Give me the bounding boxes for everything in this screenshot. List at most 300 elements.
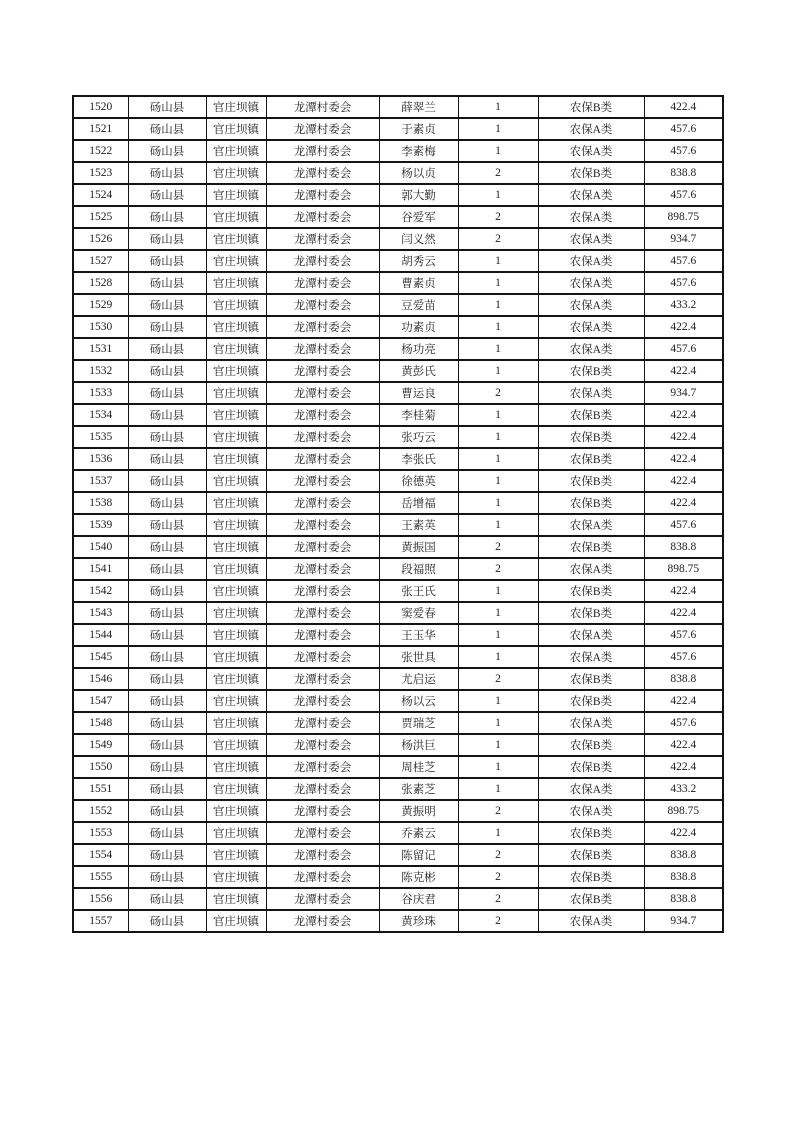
cell-amount: 422.4: [644, 756, 723, 778]
cell-person-count: 2: [458, 800, 538, 822]
table-row: [73, 96, 723, 118]
cell-amount: 838.8: [644, 162, 723, 184]
cell-insurance-category: 农保B类: [538, 360, 644, 382]
cell-person-count: 2: [458, 668, 538, 690]
cell-insurance-category: 农保A类: [538, 140, 644, 162]
cell-county: 砀山县: [128, 690, 206, 712]
cell-amount: 457.6: [644, 250, 723, 272]
cell-village: 龙潭村委会: [266, 910, 379, 932]
cell-town: 官庄坝镇: [206, 822, 266, 844]
cell-town: 官庄坝镇: [206, 228, 266, 250]
cell-person-name: 王素英: [379, 514, 458, 536]
cell-row-number: 1525: [73, 206, 128, 228]
cell-row-number: 1536: [73, 448, 128, 470]
cell-county: 砀山县: [128, 800, 206, 822]
table-row: [73, 382, 723, 404]
cell-insurance-category: 农保A类: [538, 712, 644, 734]
cell-person-count: 2: [458, 888, 538, 910]
cell-amount: 457.6: [644, 140, 723, 162]
cell-town: 官庄坝镇: [206, 206, 266, 228]
cell-person-name: 张巧云: [379, 426, 458, 448]
cell-county: 砀山县: [128, 118, 206, 140]
cell-town: 官庄坝镇: [206, 96, 266, 118]
cell-row-number: 1554: [73, 844, 128, 866]
cell-town: 官庄坝镇: [206, 866, 266, 888]
cell-village: 龙潭村委会: [266, 778, 379, 800]
cell-town: 官庄坝镇: [206, 580, 266, 602]
cell-county: 砀山县: [128, 492, 206, 514]
cell-person-count: 1: [458, 602, 538, 624]
cell-town: 官庄坝镇: [206, 162, 266, 184]
cell-county: 砀山县: [128, 844, 206, 866]
cell-county: 砀山县: [128, 668, 206, 690]
cell-county: 砀山县: [128, 404, 206, 426]
cell-person-count: 1: [458, 250, 538, 272]
cell-village: 龙潭村委会: [266, 404, 379, 426]
cell-person-name: 杨洪巨: [379, 734, 458, 756]
cell-person-count: 1: [458, 778, 538, 800]
cell-insurance-category: 农保A类: [538, 624, 644, 646]
cell-amount: 422.4: [644, 734, 723, 756]
cell-row-number: 1530: [73, 316, 128, 338]
cell-person-count: 1: [458, 822, 538, 844]
cell-amount: 838.8: [644, 844, 723, 866]
cell-town: 官庄坝镇: [206, 448, 266, 470]
cell-village: 龙潭村委会: [266, 206, 379, 228]
cell-person-count: 1: [458, 624, 538, 646]
cell-amount: 457.6: [644, 272, 723, 294]
cell-county: 砀山县: [128, 206, 206, 228]
cell-insurance-category: 农保B类: [538, 162, 644, 184]
cell-village: 龙潭村委会: [266, 316, 379, 338]
table-row: [73, 822, 723, 844]
cell-village: 龙潭村委会: [266, 162, 379, 184]
cell-person-name: 张王氏: [379, 580, 458, 602]
table-row: [73, 536, 723, 558]
cell-village: 龙潭村委会: [266, 382, 379, 404]
cell-county: 砀山县: [128, 910, 206, 932]
cell-insurance-category: 农保B类: [538, 690, 644, 712]
cell-village: 龙潭村委会: [266, 338, 379, 360]
cell-village: 龙潭村委会: [266, 272, 379, 294]
table-row: [73, 712, 723, 734]
cell-county: 砀山县: [128, 316, 206, 338]
cell-person-count: 1: [458, 426, 538, 448]
cell-village: 龙潭村委会: [266, 734, 379, 756]
cell-town: 官庄坝镇: [206, 646, 266, 668]
cell-row-number: 1552: [73, 800, 128, 822]
cell-village: 龙潭村委会: [266, 360, 379, 382]
cell-insurance-category: 农保A类: [538, 294, 644, 316]
cell-person-name: 薛翠兰: [379, 96, 458, 118]
cell-county: 砀山县: [128, 536, 206, 558]
cell-village: 龙潭村委会: [266, 756, 379, 778]
cell-person-name: 尤启运: [379, 668, 458, 690]
cell-row-number: 1531: [73, 338, 128, 360]
cell-insurance-category: 农保B类: [538, 756, 644, 778]
cell-county: 砀山县: [128, 646, 206, 668]
cell-amount: 838.8: [644, 668, 723, 690]
cell-row-number: 1541: [73, 558, 128, 580]
cell-village: 龙潭村委会: [266, 888, 379, 910]
cell-row-number: 1527: [73, 250, 128, 272]
cell-row-number: 1532: [73, 360, 128, 382]
cell-town: 官庄坝镇: [206, 756, 266, 778]
cell-insurance-category: 农保B类: [538, 470, 644, 492]
table-row: [73, 492, 723, 514]
cell-town: 官庄坝镇: [206, 382, 266, 404]
cell-county: 砀山县: [128, 448, 206, 470]
table-row: [73, 602, 723, 624]
table-row: [73, 184, 723, 206]
cell-amount: 838.8: [644, 536, 723, 558]
cell-person-name: 杨功亮: [379, 338, 458, 360]
cell-person-name: 曹素贞: [379, 272, 458, 294]
cell-person-count: 1: [458, 690, 538, 712]
cell-amount: 457.6: [644, 184, 723, 206]
cell-county: 砀山县: [128, 602, 206, 624]
cell-town: 官庄坝镇: [206, 734, 266, 756]
cell-person-count: 1: [458, 404, 538, 426]
cell-row-number: 1538: [73, 492, 128, 514]
cell-person-name: 张世具: [379, 646, 458, 668]
cell-town: 官庄坝镇: [206, 360, 266, 382]
cell-county: 砀山县: [128, 140, 206, 162]
cell-row-number: 1540: [73, 536, 128, 558]
cell-row-number: 1543: [73, 602, 128, 624]
cell-row-number: 1524: [73, 184, 128, 206]
cell-person-count: 1: [458, 118, 538, 140]
cell-amount: 422.4: [644, 316, 723, 338]
cell-insurance-category: 农保B类: [538, 404, 644, 426]
cell-county: 砀山县: [128, 294, 206, 316]
cell-county: 砀山县: [128, 162, 206, 184]
cell-amount: 422.4: [644, 360, 723, 382]
cell-county: 砀山县: [128, 822, 206, 844]
table-row: [73, 866, 723, 888]
cell-amount: 422.4: [644, 96, 723, 118]
cell-person-name: 郭大勤: [379, 184, 458, 206]
cell-county: 砀山县: [128, 184, 206, 206]
cell-amount: 422.4: [644, 470, 723, 492]
cell-amount: 898.75: [644, 206, 723, 228]
cell-person-name: 黄振明: [379, 800, 458, 822]
cell-village: 龙潭村委会: [266, 558, 379, 580]
cell-insurance-category: 农保B类: [538, 426, 644, 448]
cell-county: 砀山县: [128, 382, 206, 404]
cell-person-count: 1: [458, 734, 538, 756]
cell-county: 砀山县: [128, 96, 206, 118]
cell-village: 龙潭村委会: [266, 470, 379, 492]
cell-town: 官庄坝镇: [206, 800, 266, 822]
cell-village: 龙潭村委会: [266, 118, 379, 140]
cell-amount: 457.6: [644, 514, 723, 536]
cell-person-name: 黄珍珠: [379, 910, 458, 932]
cell-row-number: 1546: [73, 668, 128, 690]
cell-person-name: 岳增福: [379, 492, 458, 514]
cell-insurance-category: 农保A类: [538, 646, 644, 668]
cell-village: 龙潭村委会: [266, 96, 379, 118]
cell-village: 龙潭村委会: [266, 294, 379, 316]
table-row: [73, 624, 723, 646]
cell-village: 龙潭村委会: [266, 580, 379, 602]
cell-town: 官庄坝镇: [206, 426, 266, 448]
cell-county: 砀山县: [128, 558, 206, 580]
cell-person-count: 1: [458, 140, 538, 162]
cell-person-name: 胡秀云: [379, 250, 458, 272]
cell-person-name: 闫义然: [379, 228, 458, 250]
table-row: [73, 734, 723, 756]
cell-insurance-category: 农保A类: [538, 184, 644, 206]
cell-amount: 898.75: [644, 558, 723, 580]
cell-person-name: 李素梅: [379, 140, 458, 162]
cell-person-count: 2: [458, 866, 538, 888]
cell-amount: 838.8: [644, 866, 723, 888]
table-row: [73, 118, 723, 140]
cell-insurance-category: 农保B类: [538, 888, 644, 910]
cell-insurance-category: 农保B类: [538, 536, 644, 558]
cell-person-count: 1: [458, 470, 538, 492]
cell-insurance-category: 农保A类: [538, 558, 644, 580]
cell-insurance-category: 农保A类: [538, 206, 644, 228]
cell-amount: 422.4: [644, 426, 723, 448]
cell-county: 砀山县: [128, 712, 206, 734]
cell-person-name: 贾瑞芝: [379, 712, 458, 734]
cell-row-number: 1555: [73, 866, 128, 888]
cell-person-count: 2: [458, 844, 538, 866]
cell-town: 官庄坝镇: [206, 514, 266, 536]
cell-village: 龙潭村委会: [266, 448, 379, 470]
cell-insurance-category: 农保A类: [538, 338, 644, 360]
cell-row-number: 1533: [73, 382, 128, 404]
cell-row-number: 1526: [73, 228, 128, 250]
cell-row-number: 1547: [73, 690, 128, 712]
cell-row-number: 1528: [73, 272, 128, 294]
cell-village: 龙潭村委会: [266, 712, 379, 734]
table-row: [73, 404, 723, 426]
cell-town: 官庄坝镇: [206, 888, 266, 910]
cell-row-number: 1551: [73, 778, 128, 800]
cell-amount: 934.7: [644, 910, 723, 932]
cell-town: 官庄坝镇: [206, 602, 266, 624]
records-table-body: [73, 96, 723, 932]
cell-amount: 422.4: [644, 822, 723, 844]
cell-town: 官庄坝镇: [206, 778, 266, 800]
cell-person-count: 1: [458, 514, 538, 536]
table-row: [73, 580, 723, 602]
cell-person-count: 1: [458, 294, 538, 316]
cell-village: 龙潭村委会: [266, 250, 379, 272]
cell-person-name: 徐德英: [379, 470, 458, 492]
cell-amount: 433.2: [644, 778, 723, 800]
cell-county: 砀山县: [128, 756, 206, 778]
cell-amount: 838.8: [644, 888, 723, 910]
cell-village: 龙潭村委会: [266, 624, 379, 646]
cell-county: 砀山县: [128, 426, 206, 448]
cell-county: 砀山县: [128, 228, 206, 250]
cell-amount: 433.2: [644, 294, 723, 316]
cell-row-number: 1523: [73, 162, 128, 184]
table-row: [73, 316, 723, 338]
cell-row-number: 1548: [73, 712, 128, 734]
cell-town: 官庄坝镇: [206, 690, 266, 712]
cell-row-number: 1542: [73, 580, 128, 602]
cell-person-name: 李桂菊: [379, 404, 458, 426]
cell-row-number: 1553: [73, 822, 128, 844]
cell-village: 龙潭村委会: [266, 228, 379, 250]
cell-insurance-category: 农保A类: [538, 382, 644, 404]
cell-amount: 422.4: [644, 690, 723, 712]
cell-insurance-category: 农保B类: [538, 844, 644, 866]
table-row: [73, 162, 723, 184]
cell-person-name: 谷庆君: [379, 888, 458, 910]
cell-town: 官庄坝镇: [206, 668, 266, 690]
cell-town: 官庄坝镇: [206, 492, 266, 514]
cell-row-number: 1545: [73, 646, 128, 668]
table-row: [73, 558, 723, 580]
cell-village: 龙潭村委会: [266, 514, 379, 536]
cell-county: 砀山县: [128, 580, 206, 602]
cell-person-count: 1: [458, 492, 538, 514]
cell-person-name: 窦爱春: [379, 602, 458, 624]
cell-person-count: 1: [458, 756, 538, 778]
cell-row-number: 1539: [73, 514, 128, 536]
cell-row-number: 1534: [73, 404, 128, 426]
cell-town: 官庄坝镇: [206, 470, 266, 492]
cell-row-number: 1520: [73, 96, 128, 118]
cell-person-name: 王玉华: [379, 624, 458, 646]
cell-insurance-category: 农保A类: [538, 118, 644, 140]
cell-village: 龙潭村委会: [266, 866, 379, 888]
cell-row-number: 1550: [73, 756, 128, 778]
cell-amount: 934.7: [644, 228, 723, 250]
cell-person-name: 段福照: [379, 558, 458, 580]
cell-person-count: 1: [458, 338, 538, 360]
cell-person-name: 豆爱苗: [379, 294, 458, 316]
cell-insurance-category: 农保B类: [538, 822, 644, 844]
cell-village: 龙潭村委会: [266, 536, 379, 558]
cell-insurance-category: 农保A类: [538, 910, 644, 932]
cell-insurance-category: 农保B类: [538, 492, 644, 514]
cell-row-number: 1535: [73, 426, 128, 448]
cell-person-name: 李张氏: [379, 448, 458, 470]
cell-person-name: 陈留记: [379, 844, 458, 866]
cell-amount: 422.4: [644, 602, 723, 624]
cell-row-number: 1537: [73, 470, 128, 492]
cell-insurance-category: 农保B类: [538, 96, 644, 118]
cell-amount: 457.6: [644, 118, 723, 140]
table-row: [73, 646, 723, 668]
cell-village: 龙潭村委会: [266, 844, 379, 866]
cell-village: 龙潭村委会: [266, 646, 379, 668]
cell-amount: 898.75: [644, 800, 723, 822]
cell-town: 官庄坝镇: [206, 140, 266, 162]
cell-person-count: 2: [458, 910, 538, 932]
table-row: [73, 844, 723, 866]
table-row: [73, 778, 723, 800]
cell-person-count: 2: [458, 382, 538, 404]
cell-village: 龙潭村委会: [266, 184, 379, 206]
cell-village: 龙潭村委会: [266, 426, 379, 448]
cell-person-count: 2: [458, 558, 538, 580]
cell-town: 官庄坝镇: [206, 294, 266, 316]
cell-town: 官庄坝镇: [206, 536, 266, 558]
cell-town: 官庄坝镇: [206, 118, 266, 140]
cell-row-number: 1557: [73, 910, 128, 932]
cell-county: 砀山县: [128, 338, 206, 360]
cell-insurance-category: 农保A类: [538, 778, 644, 800]
cell-amount: 457.6: [644, 712, 723, 734]
cell-insurance-category: 农保B类: [538, 602, 644, 624]
table-row: [73, 470, 723, 492]
cell-town: 官庄坝镇: [206, 844, 266, 866]
cell-person-count: 2: [458, 206, 538, 228]
cell-county: 砀山县: [128, 624, 206, 646]
cell-county: 砀山县: [128, 734, 206, 756]
table-row: [73, 800, 723, 822]
cell-insurance-category: 农保B类: [538, 866, 644, 888]
cell-county: 砀山县: [128, 272, 206, 294]
cell-person-count: 1: [458, 646, 538, 668]
cell-person-name: 周桂芝: [379, 756, 458, 778]
table-row: [73, 910, 723, 932]
cell-town: 官庄坝镇: [206, 712, 266, 734]
cell-insurance-category: 农保B类: [538, 448, 644, 470]
cell-row-number: 1529: [73, 294, 128, 316]
cell-person-name: 乔素云: [379, 822, 458, 844]
table-row: [73, 294, 723, 316]
table-row: [73, 514, 723, 536]
cell-amount: 457.6: [644, 646, 723, 668]
cell-town: 官庄坝镇: [206, 338, 266, 360]
cell-person-count: 1: [458, 316, 538, 338]
cell-person-count: 1: [458, 96, 538, 118]
cell-insurance-category: 农保A类: [538, 250, 644, 272]
cell-person-count: 1: [458, 272, 538, 294]
cell-person-name: 杨以云: [379, 690, 458, 712]
cell-amount: 422.4: [644, 448, 723, 470]
cell-insurance-category: 农保A类: [538, 514, 644, 536]
table-row: [73, 668, 723, 690]
table-row: [73, 206, 723, 228]
cell-amount: 457.6: [644, 338, 723, 360]
records-table: [72, 95, 724, 933]
cell-insurance-category: 农保B类: [538, 734, 644, 756]
cell-person-name: 于素贞: [379, 118, 458, 140]
cell-county: 砀山县: [128, 778, 206, 800]
cell-person-count: 1: [458, 712, 538, 734]
cell-amount: 457.6: [644, 624, 723, 646]
table-row: [73, 272, 723, 294]
cell-person-count: 1: [458, 360, 538, 382]
cell-insurance-category: 农保A类: [538, 800, 644, 822]
cell-row-number: 1522: [73, 140, 128, 162]
cell-county: 砀山县: [128, 360, 206, 382]
cell-person-count: 1: [458, 184, 538, 206]
cell-person-name: 张素芝: [379, 778, 458, 800]
cell-village: 龙潭村委会: [266, 602, 379, 624]
cell-person-name: 陈克彬: [379, 866, 458, 888]
cell-person-name: 谷爱军: [379, 206, 458, 228]
table-row: [73, 228, 723, 250]
cell-town: 官庄坝镇: [206, 184, 266, 206]
cell-county: 砀山县: [128, 250, 206, 272]
table-row: [73, 338, 723, 360]
cell-person-name: 曹运良: [379, 382, 458, 404]
cell-town: 官庄坝镇: [206, 272, 266, 294]
cell-insurance-category: 农保B类: [538, 668, 644, 690]
table-row: [73, 250, 723, 272]
